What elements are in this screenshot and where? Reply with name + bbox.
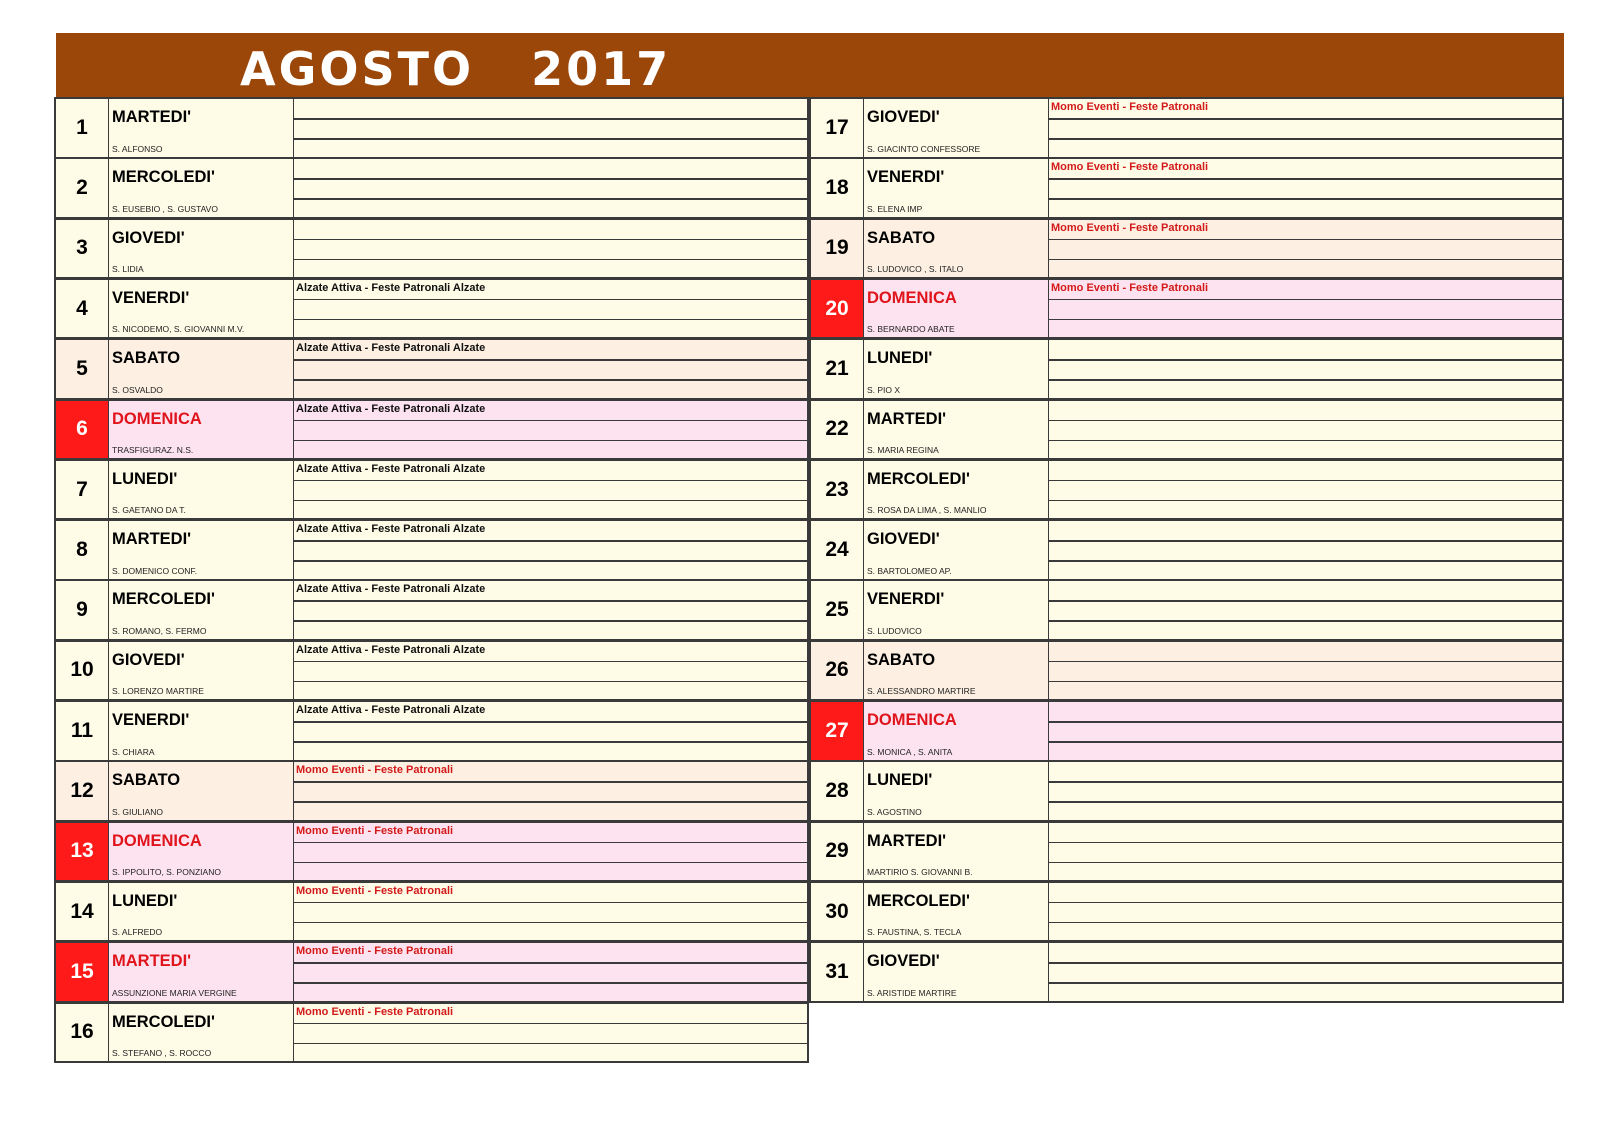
saint-name: S. NICODEMO, S. GIOVANNI M.V. xyxy=(112,324,245,335)
day-number: 3 xyxy=(56,220,109,278)
note-line xyxy=(294,600,807,602)
day-number: 31 xyxy=(811,943,864,1001)
notes-area xyxy=(293,280,807,338)
day-row xyxy=(54,97,809,159)
day-row xyxy=(809,399,1564,461)
day-number: 15 xyxy=(56,943,109,1001)
weekday-name: LUNEDI' xyxy=(112,469,178,488)
day-row xyxy=(809,459,1564,521)
note-line xyxy=(1049,600,1562,602)
note-line xyxy=(294,801,807,803)
day-row xyxy=(809,700,1564,762)
note-line xyxy=(294,962,807,964)
note-line xyxy=(294,178,807,180)
notes-area xyxy=(293,943,807,1001)
day-number: 12 xyxy=(56,762,109,820)
notes-area xyxy=(1048,280,1562,338)
note-line xyxy=(1049,480,1562,482)
saint-name: S. PIO X xyxy=(867,384,901,395)
day-number: 19 xyxy=(811,220,864,278)
saint-name: S. GIULIANO xyxy=(112,806,164,817)
day-row xyxy=(54,941,809,1003)
day-number: 23 xyxy=(811,461,864,519)
notes-area xyxy=(1048,401,1562,459)
event-label: Alzate Attiva - Feste Patronali Alzate xyxy=(296,583,486,596)
note-line xyxy=(1049,420,1562,422)
event-label: Momo Eventi - Feste Patronali xyxy=(296,945,454,958)
day-number: 17 xyxy=(811,99,864,157)
day-number: 4 xyxy=(56,280,109,338)
weekday-name: MARTEDI' xyxy=(112,108,192,126)
day-number: 16 xyxy=(56,1004,109,1062)
saint-name: S. ELENA IMP xyxy=(867,203,923,214)
note-line xyxy=(294,862,807,864)
note-line xyxy=(294,1023,807,1025)
note-line xyxy=(294,198,807,200)
notes-area xyxy=(293,521,807,579)
note-line xyxy=(1049,379,1562,381)
day-number: 30 xyxy=(811,883,864,941)
saint-name: S. MARIA REGINA xyxy=(867,445,939,455)
note-line xyxy=(1049,902,1562,904)
notes-area xyxy=(1048,943,1562,1001)
event-label: Momo Eventi - Feste Patronali xyxy=(296,1005,454,1018)
notes-area xyxy=(293,1004,807,1062)
weekday-name: LUNEDI' xyxy=(867,771,933,790)
note-line xyxy=(1049,259,1562,261)
notes-area xyxy=(293,883,807,941)
event-label: Alzate Attiva - Feste Patronali Alzate xyxy=(296,643,486,656)
saint-name: S. ROSA DA LIMA , S. MANLIO xyxy=(867,505,987,516)
day-number: 7 xyxy=(56,461,109,519)
weekday-name: MERCOLEDI' xyxy=(112,1012,215,1031)
day-row xyxy=(809,881,1564,943)
weekday-name: MERCOLEDI' xyxy=(867,469,970,488)
saint-name: ASSUNZIONE MARIA VERGINE xyxy=(112,987,237,998)
notes-area xyxy=(1048,461,1562,519)
saint-name: S. MONICA , S. ANITA xyxy=(867,746,953,757)
notes-area xyxy=(293,159,807,217)
note-line xyxy=(294,359,807,361)
day-number: 2 xyxy=(56,159,109,217)
saint-name: TRASFIGURAZ. N.S. xyxy=(112,445,194,455)
day-number: 21 xyxy=(811,340,864,398)
event-label: Momo Eventi - Feste Patronali xyxy=(1051,281,1209,294)
day-row xyxy=(54,399,809,461)
day-row xyxy=(54,1002,809,1064)
day-number: 13 xyxy=(56,823,109,881)
weekday-name: GIOVEDI' xyxy=(867,530,940,549)
day-number: 10 xyxy=(56,642,109,700)
note-line xyxy=(294,1043,807,1045)
day-row xyxy=(809,338,1564,400)
day-row xyxy=(809,821,1564,883)
note-line xyxy=(294,902,807,904)
weekday-name: VENERDI' xyxy=(112,288,190,307)
notes-area xyxy=(293,401,807,459)
weekday-name: SABATO xyxy=(112,349,181,368)
saint-name: S. FAUSTINA, S. TECLA xyxy=(867,927,962,938)
note-line xyxy=(294,440,807,442)
saint-name: S. LORENZO MARTIRE xyxy=(112,686,204,697)
note-line xyxy=(294,721,807,723)
note-line xyxy=(1049,661,1562,663)
note-line xyxy=(1049,239,1562,241)
notes-area xyxy=(293,702,807,760)
weekday-name: GIOVEDI' xyxy=(112,650,185,669)
day-row xyxy=(809,760,1564,822)
weekday-name: SABATO xyxy=(112,771,181,790)
weekday-name: LUNEDI' xyxy=(867,349,933,368)
weekday-name: VENERDI' xyxy=(867,168,945,187)
weekday-name: DOMENICA xyxy=(867,711,957,729)
saint-name: S. ARISTIDE MARTIRE xyxy=(867,987,957,998)
note-line xyxy=(294,661,807,663)
saint-name: S. LUDOVICO xyxy=(867,625,922,636)
notes-area xyxy=(1048,883,1562,941)
day-row xyxy=(54,881,809,943)
notes-area xyxy=(1048,642,1562,700)
saint-name: S. AGOSTINO xyxy=(867,806,922,817)
note-line xyxy=(294,420,807,422)
note-line xyxy=(1049,299,1562,301)
day-number: 11 xyxy=(56,702,109,760)
event-label: Alzate Attiva - Feste Patronali Alzate xyxy=(296,462,486,475)
note-line xyxy=(294,620,807,622)
saint-name: S. LIDIA xyxy=(112,264,144,275)
notes-area xyxy=(1048,340,1562,398)
weekday-name: DOMENICA xyxy=(867,288,957,307)
day-row xyxy=(54,338,809,400)
note-line xyxy=(1049,138,1562,140)
notes-area xyxy=(293,99,807,157)
saint-name: MARTIRIO S. GIOVANNI B. xyxy=(867,867,973,878)
day-row xyxy=(54,579,809,641)
day-number: 28 xyxy=(811,762,864,820)
saint-name: S. STEFANO , S. ROCCO xyxy=(112,1048,212,1058)
weekday-name: MARTEDI' xyxy=(112,952,192,971)
day-row xyxy=(54,640,809,702)
saint-name: S. ALFONSO xyxy=(112,143,163,154)
day-number: 1 xyxy=(56,99,109,157)
day-number: 18 xyxy=(811,159,864,217)
event-label: Momo Eventi - Feste Patronali xyxy=(296,824,454,837)
note-line xyxy=(294,681,807,683)
note-line xyxy=(294,560,807,562)
event-label: Momo Eventi - Feste Patronali xyxy=(1051,161,1209,174)
note-line xyxy=(294,480,807,482)
note-line xyxy=(1049,620,1562,622)
note-line xyxy=(294,299,807,301)
saint-name: S. GIACINTO CONFESSORE xyxy=(867,143,981,154)
saint-name: S. ALESSANDRO MARTIRE xyxy=(867,686,976,697)
note-line xyxy=(1049,781,1562,783)
day-number: 5 xyxy=(56,340,109,398)
note-line xyxy=(294,842,807,844)
note-line xyxy=(1049,118,1562,120)
day-row xyxy=(809,941,1564,1003)
notes-area xyxy=(293,581,807,639)
weekday-name: MARTEDI' xyxy=(112,530,192,549)
day-number: 26 xyxy=(811,642,864,700)
saint-name: S. LUDOVICO , S. ITALO xyxy=(867,264,964,275)
note-line xyxy=(294,319,807,321)
note-line xyxy=(1049,842,1562,844)
day-row xyxy=(809,278,1564,340)
day-row xyxy=(54,519,809,581)
note-line xyxy=(294,982,807,984)
event-label: Alzate Attiva - Feste Patronali Alzate xyxy=(296,523,486,536)
notes-area xyxy=(1048,823,1562,881)
day-row xyxy=(809,157,1564,219)
weekday-name: GIOVEDI' xyxy=(112,228,185,247)
calendar-title: AGOSTO 2017 xyxy=(240,42,672,96)
day-number: 20 xyxy=(811,280,864,338)
notes-area xyxy=(1048,220,1562,278)
event-label: Alzate Attiva - Feste Patronali Alzate xyxy=(296,281,486,294)
note-line xyxy=(294,379,807,381)
weekday-name: MARTEDI' xyxy=(867,409,947,428)
day-number: 6 xyxy=(56,401,109,459)
day-number: 27 xyxy=(811,702,864,760)
notes-area xyxy=(293,823,807,881)
saint-name: S. DOMENICO CONF. xyxy=(112,565,198,576)
notes-area xyxy=(1048,581,1562,639)
weekday-name: SABATO xyxy=(867,228,936,247)
note-line xyxy=(294,741,807,743)
day-row xyxy=(809,218,1564,280)
notes-area xyxy=(293,642,807,700)
day-row xyxy=(54,821,809,883)
note-line xyxy=(1049,198,1562,200)
notes-area xyxy=(1048,159,1562,217)
day-number: 29 xyxy=(811,823,864,881)
saint-name: S. CHIARA xyxy=(112,746,155,757)
day-number: 8 xyxy=(56,521,109,579)
day-row xyxy=(809,519,1564,581)
day-row xyxy=(809,579,1564,641)
note-line xyxy=(1049,540,1562,542)
note-line xyxy=(1049,862,1562,864)
weekday-name: VENERDI' xyxy=(867,590,945,609)
weekday-name: MERCOLEDI' xyxy=(112,590,215,609)
weekday-name: DOMENICA xyxy=(112,831,202,850)
note-line xyxy=(294,781,807,783)
note-line xyxy=(294,540,807,542)
note-line xyxy=(1049,982,1562,984)
weekday-name: MARTEDI' xyxy=(867,831,947,850)
event-label: Momo Eventi - Feste Patronali xyxy=(1051,221,1209,234)
note-line xyxy=(1049,741,1562,743)
weekday-name: VENERDI' xyxy=(112,711,190,729)
event-label: Alzate Attiva - Feste Patronali Alzate xyxy=(296,704,486,716)
note-line xyxy=(1049,801,1562,803)
weekday-name: LUNEDI' xyxy=(112,891,178,910)
notes-area xyxy=(1048,702,1562,760)
event-label: Momo Eventi - Feste Patronali xyxy=(296,764,454,777)
weekday-name: GIOVEDI' xyxy=(867,108,940,126)
note-line xyxy=(1049,319,1562,321)
notes-area xyxy=(293,340,807,398)
saint-name: S. GAETANO DA T. xyxy=(112,505,186,516)
note-line xyxy=(1049,922,1562,924)
weekday-name: MERCOLEDI' xyxy=(112,168,215,187)
weekday-name: SABATO xyxy=(867,650,936,669)
day-number: 9 xyxy=(56,581,109,639)
note-line xyxy=(1049,178,1562,180)
notes-area xyxy=(1048,99,1562,157)
note-line xyxy=(294,259,807,261)
note-line xyxy=(1049,681,1562,683)
day-number: 25 xyxy=(811,581,864,639)
notes-area xyxy=(293,762,807,820)
day-row xyxy=(809,640,1564,702)
note-line xyxy=(294,239,807,241)
weekday-name: MERCOLEDI' xyxy=(867,891,970,910)
note-line xyxy=(1049,500,1562,502)
note-line xyxy=(294,922,807,924)
day-row xyxy=(54,760,809,822)
event-label: Alzate Attiva - Feste Patronali Alzate xyxy=(296,342,486,355)
note-line xyxy=(1049,560,1562,562)
note-line xyxy=(294,118,807,120)
saint-name: S. EUSEBIO , S. GUSTAVO xyxy=(112,203,218,214)
day-row xyxy=(54,157,809,219)
saint-name: S. BARTOLOMEO AP. xyxy=(867,565,952,576)
event-label: Alzate Attiva - Feste Patronali Alzate xyxy=(296,402,486,415)
saint-name: S. BERNARDO ABATE xyxy=(867,324,955,335)
note-line xyxy=(294,500,807,502)
day-row xyxy=(54,278,809,340)
weekday-name: GIOVEDI' xyxy=(867,952,940,971)
weekday-name: DOMENICA xyxy=(112,409,202,428)
day-number: 24 xyxy=(811,521,864,579)
saint-name: S. IPPOLITO, S. PONZIANO xyxy=(112,867,221,878)
event-label: Momo Eventi - Feste Patronali xyxy=(296,884,454,897)
saint-name: S. ROMANO, S. FERMO xyxy=(112,625,207,636)
notes-area xyxy=(293,220,807,278)
event-label: Momo Eventi - Feste Patronali xyxy=(1051,101,1209,113)
saint-name: S. ALFREDO xyxy=(112,927,163,938)
day-number: 22 xyxy=(811,401,864,459)
day-row xyxy=(54,459,809,521)
note-line xyxy=(294,138,807,140)
saint-name: S. OSVALDO xyxy=(112,384,163,395)
day-number: 14 xyxy=(56,883,109,941)
note-line xyxy=(1049,962,1562,964)
note-line xyxy=(1049,721,1562,723)
notes-area xyxy=(1048,762,1562,820)
notes-area xyxy=(293,461,807,519)
note-line xyxy=(1049,440,1562,442)
day-row xyxy=(54,700,809,762)
note-line xyxy=(1049,359,1562,361)
day-row xyxy=(809,97,1564,159)
day-row xyxy=(54,218,809,280)
notes-area xyxy=(1048,521,1562,579)
